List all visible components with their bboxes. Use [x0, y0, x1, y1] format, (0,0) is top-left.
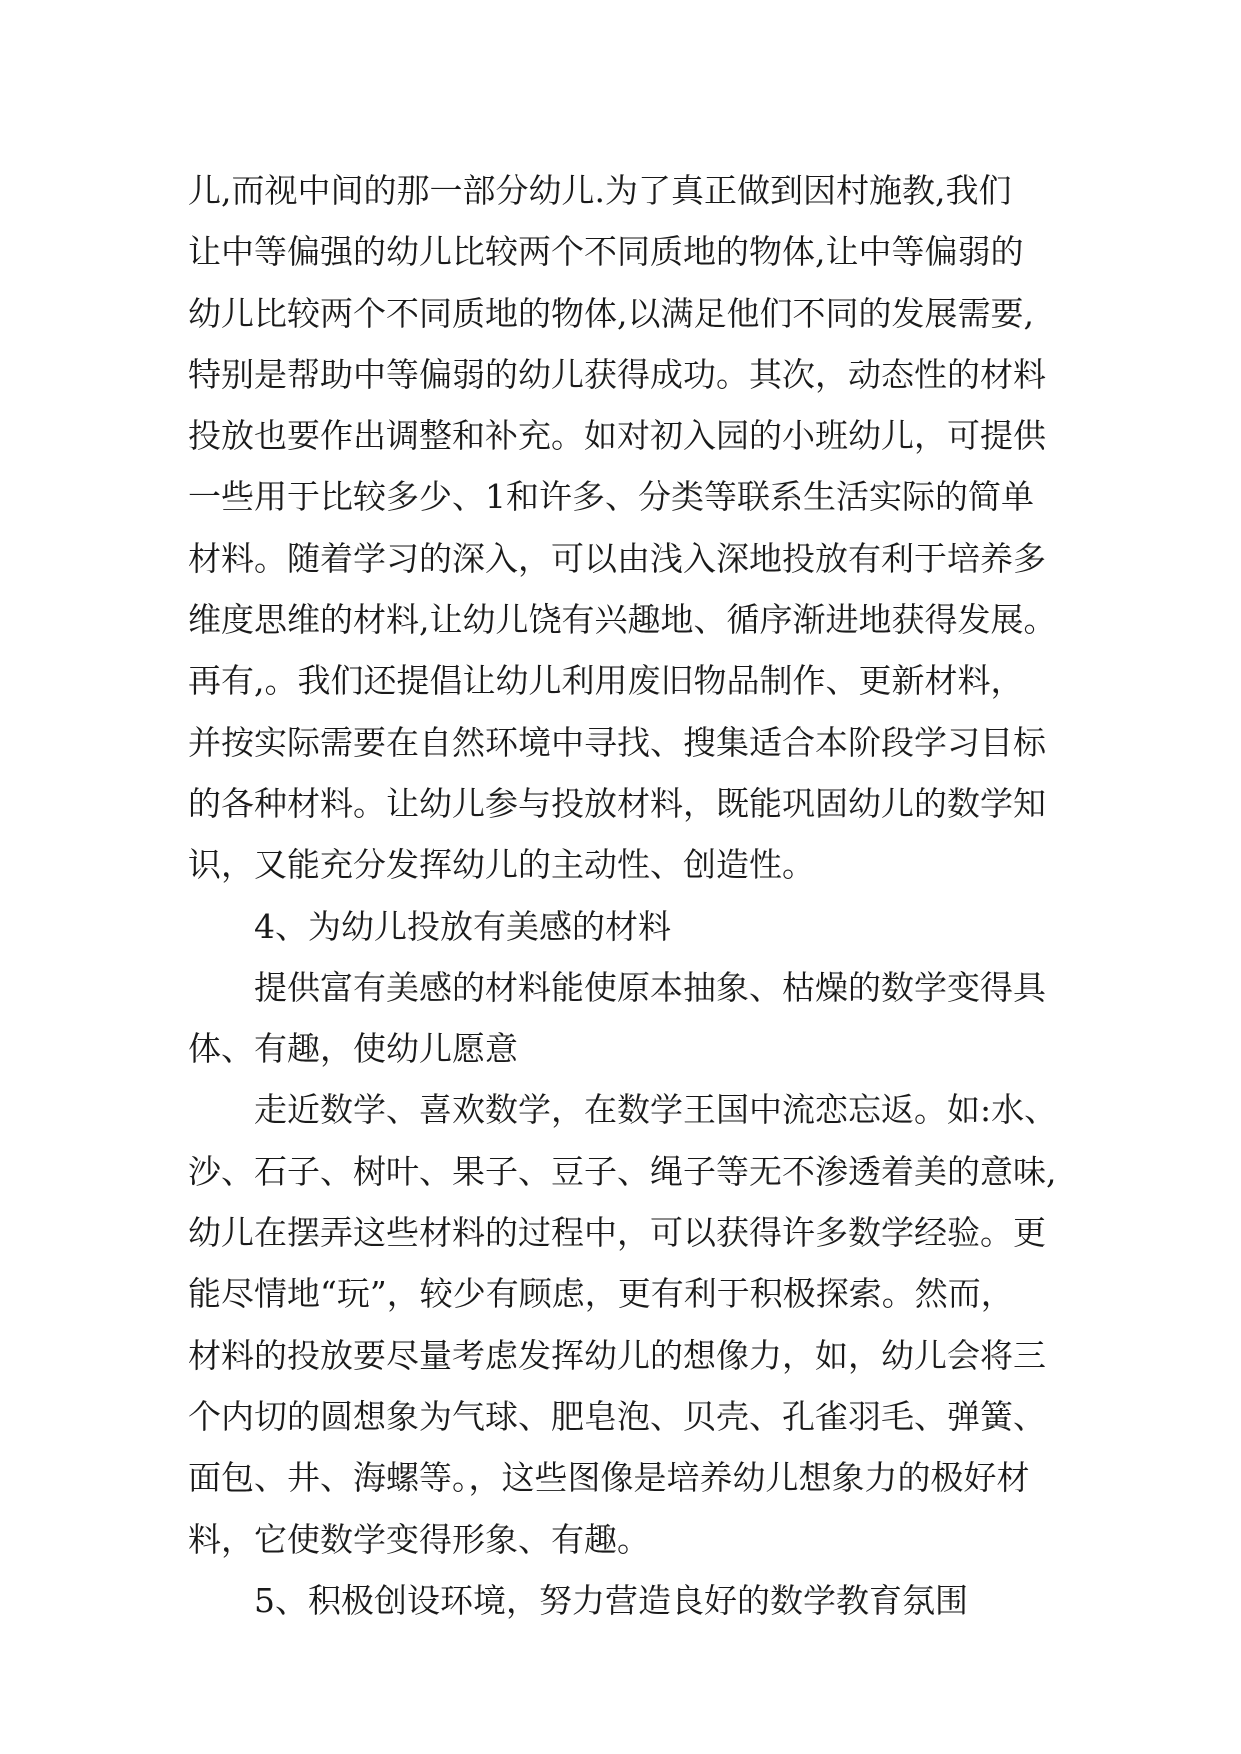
text-line: 面包、井、海螺等。，这些图像是培养幼儿想象力的极好材	[188, 1458, 1030, 1498]
text-line: 投放也要作出调整和补充。如对初入园的小班幼儿，可提供	[188, 416, 1046, 456]
text-line: 让中等偏强的幼儿比较两个不同质地的物体,让中等偏弱的	[188, 232, 1024, 272]
text-line: 个内切的圆想象为气球、肥皂泡、贝壳、孔雀羽毛、弹簧、	[188, 1396, 1046, 1436]
body-text	[188, 160, 1068, 1631]
text-line: 特别是帮助中等偏弱的幼儿获得成功。其次，动态性的材料	[188, 354, 1046, 394]
text-line: 4、为幼儿投放有美感的材料	[254, 906, 671, 946]
text-line: 的各种材料。让幼儿参与投放材料，既能巩固幼儿的数学知	[188, 783, 1046, 823]
text-line: 提供富有美感的材料能使原本抽象、枯燥的数学变得具	[254, 967, 1046, 1007]
text-line: 材料的投放要尽量考虑发挥幼儿的想像力，如，幼儿会将三	[188, 1335, 1046, 1375]
text-line: 并按实际需要在自然环境中寻找、搜集适合本阶段学习目标	[188, 722, 1046, 762]
text-line: 5、积极创设环境，努力营造良好的数学教育氛围	[254, 1580, 968, 1620]
text-line: 走近数学、喜欢数学，在数学王国中流恋忘返。如:水、	[254, 1090, 1058, 1130]
text-line: 材料。随着学习的深入，可以由浅入深地投放有利于培养多	[188, 538, 1046, 578]
text-line: 再有,。我们还提倡让幼儿利用废旧物品制作、更新材料，	[188, 661, 1024, 701]
text-line: 维度思维的材料,让幼儿饶有兴趣地、循序渐进地获得发展。	[188, 600, 1057, 640]
text-line: 识，又能充分发挥幼儿的主动性、创造性。	[188, 845, 815, 885]
text-line: 能尽情地“玩”，较少有顾虑，更有利于积极探索。然而，	[188, 1274, 1014, 1314]
text-line: 体、有趣，使幼儿愿意	[188, 1029, 518, 1069]
text-line: 儿,而视中间的那一部分幼儿.为了真正做到因村施教,我们	[188, 171, 1012, 210]
text-line: 幼儿比较两个不同质地的物体,以满足他们不同的发展需要,	[188, 293, 1034, 333]
text-line: 料，它使数学变得形象、有趣。	[188, 1519, 650, 1559]
text-line: 沙、石子、树叶、果子、豆子、绳子等无不渗透着美的意味,	[188, 1151, 1057, 1191]
text-line: 幼儿在摆弄这些材料的过程中，可以获得许多数学经验。更	[188, 1213, 1046, 1253]
text-line: 一些用于比较多少、1和许多、分类等联系生活实际的简单	[188, 477, 1034, 517]
